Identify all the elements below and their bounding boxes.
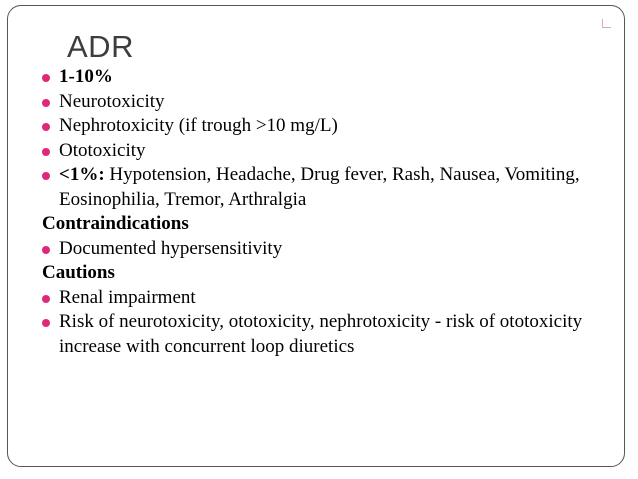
bullet-icon bbox=[42, 74, 50, 82]
item-text: Neurotoxicity bbox=[59, 90, 165, 112]
item-text: Risk of neurotoxicity, ototoxicity, nephrotoxicity - risk of ototoxicity increase with concurrent loop diuretics bbox=[59, 311, 583, 357]
item-text: Hypotension, Headache, Drug fever, Rash, Nausea, Vomiting, Eosinophilia, Tremor, Arthralgia bbox=[59, 164, 580, 210]
item-text: Documented hypersensitivity bbox=[59, 237, 283, 259]
bullet-icon bbox=[42, 246, 50, 254]
bullet-icon bbox=[42, 319, 50, 327]
bullet-icon bbox=[42, 295, 50, 303]
item-text: Ototoxicity bbox=[59, 139, 146, 161]
contraindications-heading: Contraindications bbox=[42, 213, 189, 234]
list-item bbox=[42, 65, 612, 90]
list-item bbox=[42, 310, 612, 359]
bullet-icon bbox=[42, 123, 50, 131]
item-bold-text: 1-10% bbox=[59, 66, 113, 87]
item-bold-text: <1%: bbox=[59, 164, 105, 185]
list-item bbox=[42, 286, 612, 311]
corner-fold-icon bbox=[602, 19, 611, 28]
bullet-icon bbox=[42, 148, 50, 156]
slide-title: ADR bbox=[67, 29, 134, 64]
item-text: Nephrotoxicity (if trough >10 mg/L) bbox=[59, 115, 338, 136]
list-item bbox=[42, 139, 612, 164]
bullet-icon bbox=[42, 172, 50, 180]
list-item bbox=[42, 114, 612, 139]
list-item bbox=[42, 90, 612, 115]
bullet-icon bbox=[42, 99, 50, 107]
cautions-heading: Cautions bbox=[42, 262, 115, 283]
item-text: Renal impairment bbox=[59, 286, 196, 308]
list-item bbox=[42, 237, 612, 262]
slide-content bbox=[42, 65, 612, 359]
list-item bbox=[42, 163, 612, 212]
